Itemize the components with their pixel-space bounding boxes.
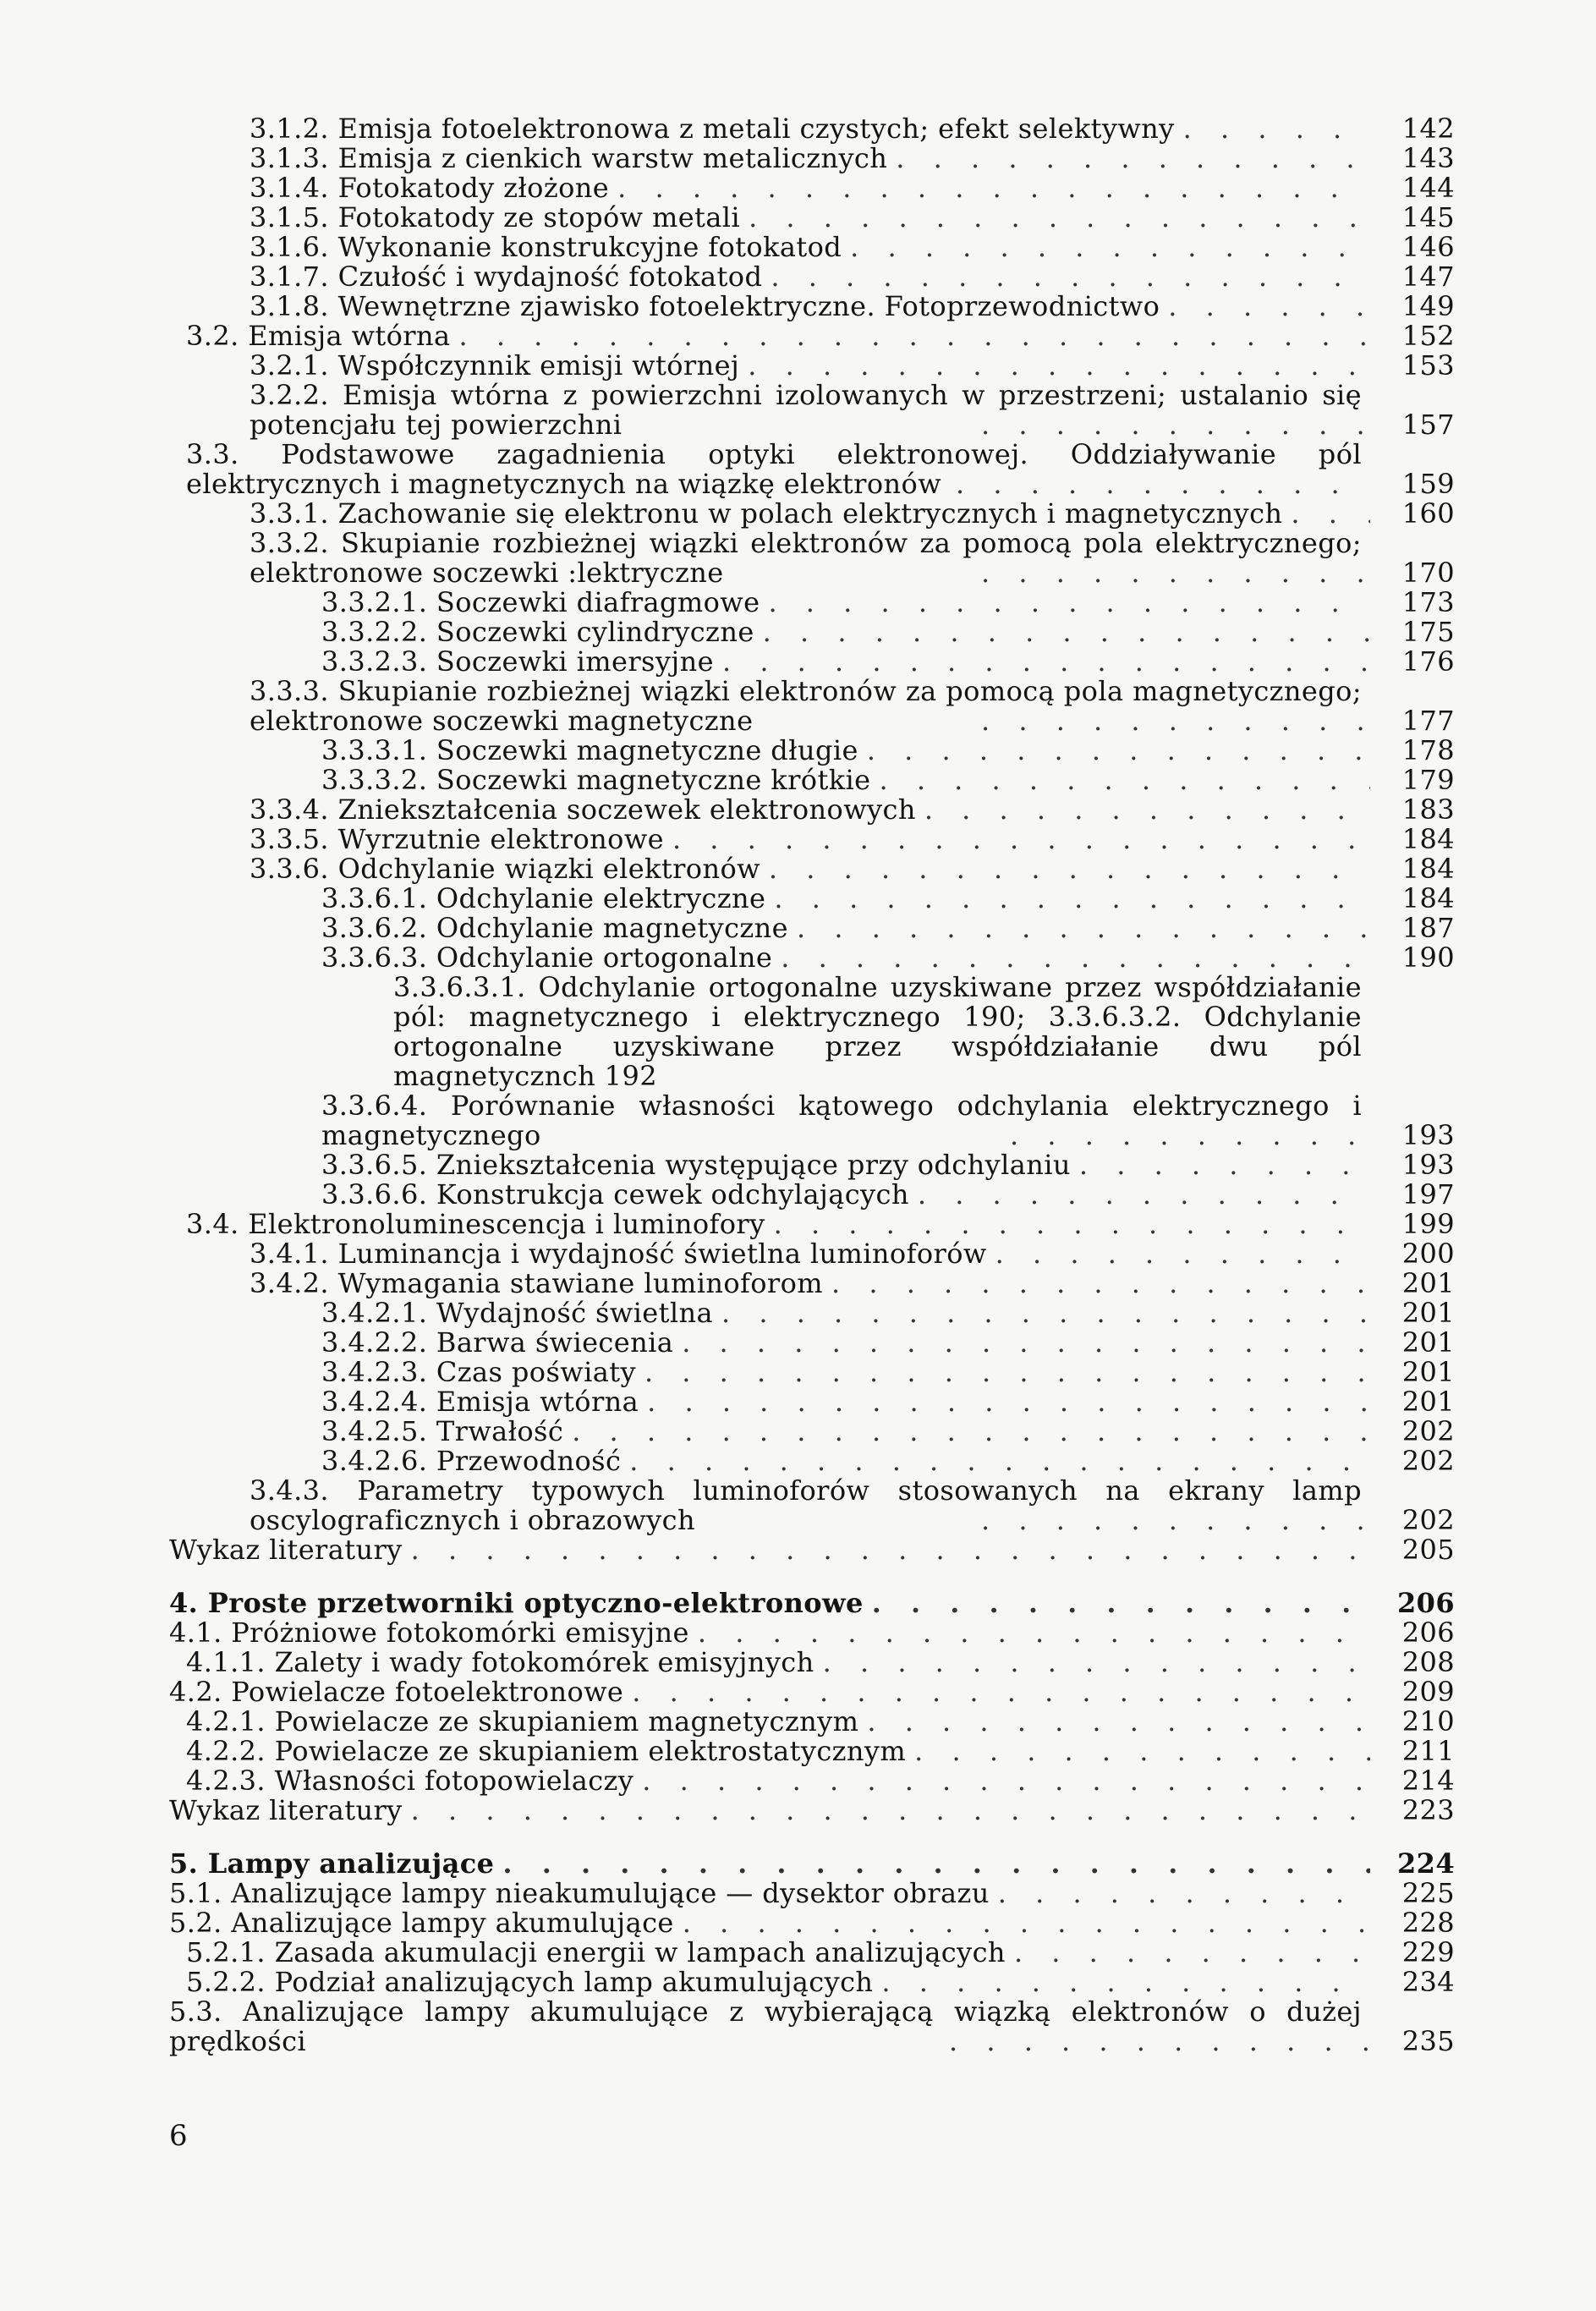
toc-entry-page: 200: [1401, 1238, 1455, 1270]
dot-leader: [1010, 1121, 1370, 1150]
toc-entry-title: Przewodność: [436, 1445, 622, 1477]
toc-entry-page: 153: [1401, 349, 1455, 382]
toc-entry-page: 205: [1401, 1534, 1455, 1566]
toc-entry: [169, 1677, 1455, 1707]
toc-entry-title: Porównanie własności kątowego odchylania elektrycznego i magnetycznego: [321, 1090, 1362, 1151]
toc-entry: [169, 321, 1455, 351]
toc-entry-title: Emisja wtórna z powierzchni izolowanych w przestrzeni; ustalanio się potencjału tej powierzchni: [250, 379, 1362, 441]
toc-entry-title: Powielacze fotoelektronowe: [231, 1676, 624, 1708]
toc-entry-number: 3.3.3.: [250, 675, 329, 707]
toc-entry: [169, 973, 1455, 1091]
toc-entry: [169, 677, 1455, 736]
toc-entry-title: Wyrzutnie elektronowe: [337, 823, 664, 855]
toc-entry-title: Powielacze ze skupianiem magnetycznym: [274, 1705, 859, 1737]
toc-entry-title: Analizujące lampy akumulujące z wybierającą wiązką elektronów o dużej prędkości: [169, 1995, 1362, 2057]
dot-leader: [722, 647, 1370, 677]
toc-entry-number: 3.3.6.: [250, 853, 329, 885]
toc-entry-page: 143: [1401, 142, 1455, 174]
dot-leader: [774, 1210, 1370, 1239]
dot-leader: [879, 766, 1370, 795]
dot-leader: [721, 1298, 1370, 1328]
toc-entry-number: 3.3.6.4.: [321, 1090, 428, 1122]
toc-entry-title: Powielacze ze skupianiem elektrostatycznym: [274, 1735, 907, 1767]
toc-entry-number: 3.3.6.6.: [321, 1178, 428, 1210]
toc-entry: [169, 1446, 1455, 1476]
toc-entry-number: 4.1.: [169, 1617, 222, 1649]
toc-entry-number: 3.3.1.: [250, 497, 329, 530]
toc-entry: [169, 736, 1455, 766]
toc-entry-title: Fotokatody złożone: [337, 172, 610, 204]
toc-entry-number: 3.4.2.3.: [321, 1356, 428, 1388]
toc-entry-number: 3.1.7.: [250, 261, 329, 293]
toc-entry-number: 3.3.2.1.: [321, 586, 428, 618]
toc-entry-page: 210: [1401, 1705, 1455, 1737]
toc-entry-number: 3.3.2.3.: [321, 645, 428, 678]
toc-entry-number: 3.3.6.3.: [321, 941, 428, 974]
toc-entry: [169, 1358, 1455, 1387]
toc-entry-page: 145: [1401, 201, 1455, 233]
toc-entry: [169, 1968, 1455, 1997]
dot-leader: [981, 1506, 1370, 1535]
dot-leader: [617, 173, 1370, 203]
toc-entry-page: 144: [1401, 172, 1455, 204]
dot-leader: [1079, 1150, 1370, 1180]
dot-leader: [867, 736, 1370, 766]
dot-leader: [647, 1387, 1370, 1417]
toc-entry-title: Skupianie rozbieżnej wiązki elektronów za pomocą pola elektrycznego; elektronowe soczewki :lektryczne: [250, 527, 1362, 589]
toc-entry-title: Emisja wtórna: [248, 320, 451, 352]
toc-entry-title: Analizujące lampy nieakumulujące — dysektor obrazu: [231, 1877, 990, 1909]
toc-entry: [169, 825, 1455, 854]
dot-leader: [774, 884, 1370, 914]
toc-entry-page: 202: [1401, 1445, 1455, 1477]
dot-leader: [683, 1908, 1370, 1938]
toc-entry-number: 3.3.2.: [250, 527, 329, 559]
toc-entry-number: 4.2.3.: [186, 1765, 266, 1797]
toc-entry: [169, 1091, 1455, 1150]
toc-entry: [169, 766, 1455, 795]
dot-leader: [769, 854, 1370, 884]
toc-entry: [169, 1476, 1455, 1535]
toc-entry-page: 228: [1401, 1907, 1455, 1939]
toc-entry-page: 147: [1401, 261, 1455, 293]
toc-entry: [169, 1589, 1455, 1618]
toc-entry-number: 4.1.1.: [186, 1646, 266, 1678]
dot-leader: [981, 558, 1370, 588]
toc-entry-number: 5.: [169, 1847, 199, 1880]
toc-entry-number: 5.1.: [169, 1877, 222, 1909]
dot-leader: [768, 588, 1370, 618]
dot-leader: [867, 1707, 1370, 1737]
toc-entry-page: 146: [1401, 231, 1455, 263]
toc-entry-title: Czułość i wydajność fotokatod: [337, 261, 763, 293]
toc-entry-number: 3.1.3.: [250, 142, 329, 174]
toc-entry-number: 3.3.5.: [250, 823, 329, 855]
toc-entry-number: 5.2.1.: [186, 1936, 266, 1968]
dot-leader: [881, 1968, 1370, 1997]
toc-entry-number: 3.4.2.1.: [321, 1297, 428, 1329]
toc-entry-title: Trwałość: [436, 1415, 564, 1447]
toc-entry-page: 209: [1401, 1676, 1455, 1708]
toc-entry-page: 157: [1401, 409, 1455, 441]
toc-entry-number: 3.3.2.2.: [321, 616, 428, 648]
dot-leader: [949, 2027, 1370, 2056]
toc-entry-page: 193: [1401, 1149, 1455, 1181]
toc-entry: [169, 262, 1455, 292]
toc-entry-page: 225: [1401, 1877, 1455, 1909]
toc-entry: [169, 1298, 1455, 1328]
dot-leader: [823, 1648, 1370, 1677]
toc-entry: [169, 203, 1455, 233]
toc-entry-page: 152: [1401, 320, 1455, 352]
toc-entry: [169, 1648, 1455, 1677]
toc-entry: [169, 1796, 1455, 1825]
toc-entry: [169, 233, 1455, 262]
toc-entry-page: 224: [1397, 1847, 1455, 1880]
toc-entry-page: 187: [1401, 912, 1455, 944]
toc-entry-title: Odchylanie elektryczne: [436, 882, 766, 914]
toc-entry-title: Barwa świecenia: [436, 1326, 674, 1359]
toc-entry-title: Luminancja i wydajność świetlna luminoforów: [337, 1238, 987, 1270]
toc-entry: [169, 1618, 1455, 1648]
toc-entry: [169, 529, 1455, 588]
toc-entry: [169, 144, 1455, 173]
toc-entry-page: 202: [1401, 1504, 1455, 1536]
toc-entry-number: 3.4.2.: [250, 1267, 329, 1299]
toc-entry-number: 3.2.: [186, 320, 239, 352]
dot-leader: [672, 825, 1370, 854]
toc-entry: [169, 1879, 1455, 1908]
toc-entry-number: 3.4.: [186, 1208, 239, 1240]
toc-entry-page: 201: [1401, 1356, 1455, 1388]
toc-entry-title: Wydajność świetlna: [436, 1297, 714, 1329]
dot-leader: [632, 1677, 1370, 1707]
toc-entry-page: 179: [1401, 764, 1455, 796]
toc-entry-number: 3.4.3.: [250, 1474, 329, 1507]
toc-entry-number: 3.3.6.2.: [321, 912, 428, 944]
section-gap: [169, 1565, 1455, 1589]
toc-entry-page: 206: [1397, 1587, 1455, 1619]
toc-entry-number: 3.1.8.: [250, 290, 329, 322]
toc-entry-number: 3.3.3.2.: [321, 764, 428, 796]
toc-entry-number: 3.4.1.: [250, 1238, 329, 1270]
toc-entry: [169, 588, 1455, 618]
dot-leader: [995, 1239, 1370, 1269]
dot-leader: [981, 706, 1370, 736]
toc-entry-title: Podział analizujących lamp akumulujących: [274, 1966, 874, 1998]
toc-entry-number: 4.2.1.: [186, 1705, 266, 1737]
toc-entry: [169, 173, 1455, 203]
toc-entry-title: Wykaz literatury: [169, 1794, 403, 1826]
toc-entry-page: 201: [1401, 1267, 1455, 1299]
toc-entry: [169, 1417, 1455, 1446]
toc-entry-title: Soczewki cylindryczne: [436, 616, 754, 648]
toc-entry: [169, 1766, 1455, 1796]
dot-leader: [831, 1269, 1370, 1298]
toc-entry-number: 3.1.6.: [250, 231, 329, 263]
toc-entry-number: 3.4.2.6.: [321, 1445, 428, 1477]
section-gap: [169, 1825, 1455, 1849]
toc-entry-number: 3.3.4.: [250, 793, 329, 826]
toc-entry-page: 149: [1401, 290, 1455, 322]
toc-entry-title: Odchylanie magnetyczne: [436, 912, 789, 944]
toc-entry-title: Proste przetworniki optyczno-elektronowe: [207, 1587, 864, 1619]
toc-entry-title: Wykonanie konstrukcyjne fotokatod: [337, 231, 842, 263]
dot-leader: [981, 410, 1370, 440]
toc-entry: [169, 1387, 1455, 1417]
dot-leader: [914, 1737, 1370, 1766]
toc-entry-page: 183: [1401, 793, 1455, 826]
toc-entry-number: 3.3.6.5.: [321, 1149, 428, 1181]
toc-entry-page: 199: [1401, 1208, 1455, 1240]
toc-entry-number: 5.3.: [169, 1995, 222, 2028]
toc-entry: [169, 351, 1455, 381]
toc-entry-title: Konstrukcja cewek odchylających: [436, 1178, 909, 1210]
dot-leader: [411, 1796, 1370, 1825]
toc-entry-number: 3.4.2.4.: [321, 1386, 428, 1418]
dot-leader: [572, 1417, 1370, 1446]
dot-leader: [850, 233, 1370, 262]
toc-entry-page: 159: [1401, 468, 1455, 500]
toc-entry-title: Odchylanie ortogonalne uzyskiwane przez współdziałanie pól: magnetycznego i elektrycznego 190; 3.3.6.3.2. Odchylanie ortogonalne uzyskiwane przez współdziałanie dwu pól magnetycznch 192: [393, 971, 1362, 1092]
toc-entry-title: Soczewki magnetyczne długie: [436, 734, 858, 766]
toc-entry: [169, 795, 1455, 825]
toc-entry-page: 229: [1401, 1936, 1455, 1968]
dot-leader: [956, 469, 1370, 499]
toc-entry-number: 4.2.: [169, 1676, 222, 1708]
toc-entry-page: 177: [1401, 705, 1455, 737]
toc-entry-title: Podstawowe zagadnienia optyki elektronowej. Oddziaływanie pól elektrycznych i magnetycznych na wiązkę elektronów: [186, 438, 1362, 500]
toc-entry-page: 214: [1401, 1765, 1455, 1797]
toc-entry-title: Emisja wtórna: [436, 1386, 639, 1418]
toc-entry: [169, 943, 1455, 973]
toc-entry-page: 190: [1401, 941, 1455, 974]
toc-entry-title: Fotokatody ze stopów metali: [337, 201, 741, 233]
toc-entry-page: 201: [1401, 1326, 1455, 1359]
toc-entry-page: 175: [1401, 616, 1455, 648]
dot-leader: [458, 321, 1370, 351]
toc-entry: [169, 114, 1455, 144]
toc-entry: [169, 1707, 1455, 1737]
dot-leader: [763, 618, 1370, 647]
dot-leader: [781, 943, 1370, 973]
toc-entry-page: 208: [1401, 1646, 1455, 1678]
table-of-contents: [169, 114, 1455, 2056]
toc-entry-page: 184: [1401, 853, 1455, 885]
toc-entry-number: 3.3.6.1.: [321, 882, 428, 914]
toc-entry: [169, 440, 1455, 499]
page-number: 6: [169, 2119, 188, 2153]
toc-entry-title: Analizujące lampy akumulujące: [231, 1907, 674, 1939]
toc-entry: [169, 292, 1455, 321]
dot-leader: [502, 1849, 1370, 1879]
toc-entry-page: 173: [1401, 586, 1455, 618]
dot-leader: [1168, 292, 1370, 321]
dot-leader: [748, 351, 1370, 381]
dot-leader: [749, 203, 1370, 233]
toc-entry: [169, 1997, 1455, 2056]
toc-entry-number: 4.: [169, 1587, 199, 1619]
dot-leader: [918, 1180, 1370, 1210]
toc-entry: [169, 1150, 1455, 1180]
dot-leader: [629, 1446, 1370, 1476]
toc-entry-page: 160: [1401, 497, 1455, 530]
toc-entry: [169, 381, 1455, 440]
toc-entry-title: Czas poświaty: [436, 1356, 636, 1388]
dot-leader: [1014, 1938, 1370, 1968]
toc-entry-number: 3.1.5.: [250, 201, 329, 233]
toc-entry-title: Odchylanie ortogonalne: [436, 941, 773, 974]
toc-entry: [169, 884, 1455, 914]
toc-entry-number: 3.1.2.: [250, 113, 329, 145]
toc-entry-title: Parametry typowych luminoforów stosowanych na ekrany lamp oscylograficznych i obrazowych: [250, 1474, 1362, 1536]
toc-entry-title: Lampy analizujące: [207, 1847, 495, 1880]
toc-entry: [169, 1737, 1455, 1766]
toc-entry-number: 3.4.2.2.: [321, 1326, 428, 1359]
dot-leader: [771, 262, 1370, 292]
toc-entry-title: Elektronoluminescencja i luminofory: [248, 1208, 765, 1240]
toc-entry-title: Odchylanie wiązki elektronów: [337, 853, 760, 885]
toc-entry-number: 3.3.3.1.: [321, 734, 428, 766]
toc-entry-title: Emisja fotoelektronowa z metali czystych; efekt selektywny: [337, 113, 1175, 145]
toc-entry-number: 5.2.2.: [186, 1966, 266, 1998]
toc-entry-page: 223: [1401, 1794, 1455, 1826]
toc-entry: [169, 647, 1455, 677]
toc-entry-page: 170: [1401, 557, 1455, 589]
toc-entry-page: 234: [1401, 1966, 1455, 1998]
toc-entry-number: 4.2.2.: [186, 1735, 266, 1767]
toc-entry-page: 206: [1401, 1617, 1455, 1649]
toc-entry: [169, 914, 1455, 943]
toc-entry: [169, 1938, 1455, 1968]
toc-entry-title: Soczewki magnetyczne krótkie: [436, 764, 871, 796]
toc-entry-page: 142: [1401, 113, 1455, 145]
toc-entry-number: 3.3.: [186, 438, 239, 470]
toc-entry-number: 3.1.4.: [250, 172, 329, 204]
toc-entry-title: Zniekształcenia występujące przy odchylaniu: [436, 1149, 1071, 1181]
toc-entry-title: Współczynnik emisji wtórnej: [337, 349, 740, 382]
toc-entry-title: Skupianie rozbieżnej wiązki elektronów za pomocą pola magnetycznego; elektronowe soczewki magnetyczne: [250, 675, 1362, 737]
toc-entry-title: Wymagania stawiane luminoforom: [337, 1267, 824, 1299]
dot-leader: [682, 1328, 1370, 1358]
toc-entry-number: 3.3.6.3.1.: [393, 971, 526, 1003]
toc-entry-title: Wykaz literatury: [169, 1534, 403, 1566]
dot-leader: [1183, 114, 1370, 144]
toc-entry-title: Soczewki imersyjne: [436, 645, 714, 678]
toc-entry-page: 201: [1401, 1297, 1455, 1329]
dot-leader: [644, 1358, 1370, 1387]
toc-entry-title: Próżniowe fotokomórki emisyjne: [231, 1617, 689, 1649]
toc-entry: [169, 1849, 1455, 1879]
toc-entry-number: 3.4.2.5.: [321, 1415, 428, 1447]
toc-entry: [169, 1269, 1455, 1298]
toc-entry-page: 184: [1401, 823, 1455, 855]
toc-entry-number: 5.2.: [169, 1907, 222, 1939]
toc-entry-title: Soczewki diafragmowe: [436, 586, 760, 618]
toc-entry: [169, 618, 1455, 647]
toc-entry: [169, 499, 1455, 529]
toc-entry-page: 235: [1401, 2025, 1455, 2057]
toc-entry-title: Własności fotopowielaczy: [274, 1765, 634, 1797]
toc-entry-page: 184: [1401, 882, 1455, 914]
dot-leader: [642, 1766, 1370, 1796]
toc-entry-page: 201: [1401, 1386, 1455, 1418]
dot-leader: [998, 1879, 1370, 1908]
toc-entry: [169, 854, 1455, 884]
toc-entry-page: 176: [1401, 645, 1455, 678]
toc-entry: [169, 1535, 1455, 1565]
toc-entry: [169, 1180, 1455, 1210]
toc-entry-title: Zachowanie się elektronu w polach elektrycznych i magnetycznych: [337, 497, 1283, 530]
toc-entry-page: 202: [1401, 1415, 1455, 1447]
toc-entry-page: 193: [1401, 1119, 1455, 1151]
dot-leader: [872, 1589, 1370, 1618]
toc-entry: [169, 1210, 1455, 1239]
toc-entry-page: 197: [1401, 1178, 1455, 1210]
toc-entry: [169, 1328, 1455, 1358]
dot-leader: [411, 1535, 1370, 1565]
toc-entry: [169, 1239, 1455, 1269]
toc-entry-page: 178: [1401, 734, 1455, 766]
toc-entry-title: Zniekształcenia soczewek elektronowych: [337, 793, 916, 826]
toc-entry-title: Wewnętrzne zjawisko fotoelektryczne. Fotoprzewodnictwo: [337, 290, 1160, 322]
toc-entry-title: Zasada akumulacji energii w lampach analizujących: [274, 1936, 1006, 1968]
toc-entry: [169, 1908, 1455, 1938]
dot-leader: [797, 914, 1370, 943]
dot-leader: [1291, 499, 1370, 529]
dot-leader: [698, 1618, 1370, 1648]
toc-entry-title: Emisja z cienkich warstw metalicznych: [337, 142, 888, 174]
toc-entry-page: 211: [1401, 1735, 1455, 1767]
dot-leader: [896, 144, 1370, 173]
toc-entry-number: 3.2.1.: [250, 349, 329, 382]
dot-leader: [924, 795, 1370, 825]
toc-entry-number: 3.2.2.: [250, 379, 329, 411]
toc-entry-title: Zalety i wady fotokomórek emisyjnych: [274, 1646, 814, 1678]
